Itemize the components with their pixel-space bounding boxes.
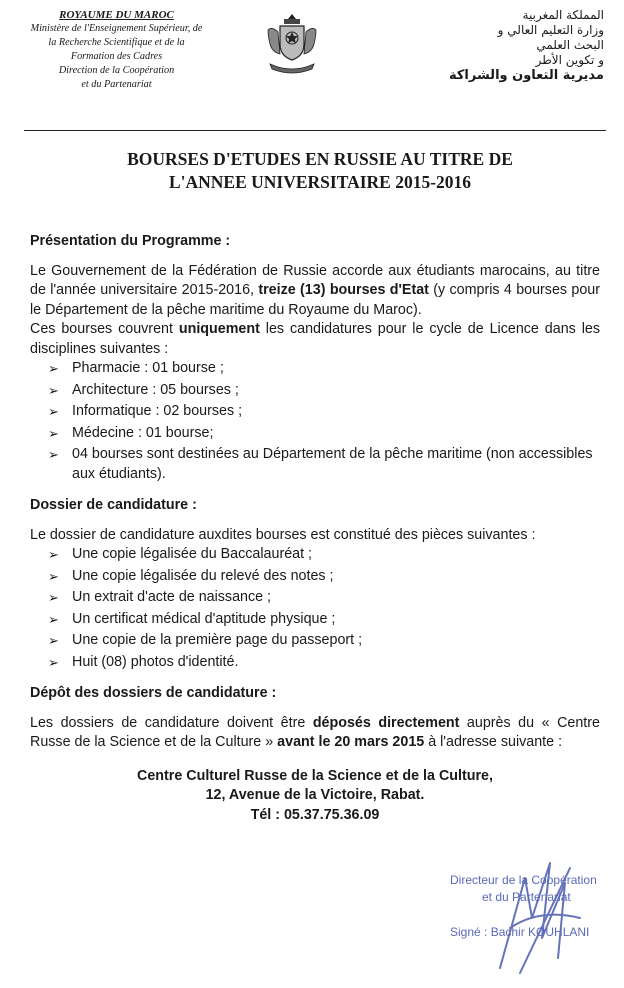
royal-coat-of-arms-icon xyxy=(262,12,322,74)
bold-text-run: déposés directement xyxy=(312,714,460,731)
text-run: Les dossiers de candidature doivent être xyxy=(30,714,313,731)
arrow-bullet-icon: ➢ xyxy=(48,633,59,648)
text-run: auprès du « Centre Russe de la Science et de la Culture » xyxy=(30,714,600,750)
text-run: à l'adresse suivante : xyxy=(424,734,563,750)
list-item-text: Une copie de la première page du passeport ; xyxy=(72,632,363,648)
signatory-title-2: et du Partenariat xyxy=(482,890,571,904)
list-item xyxy=(48,359,600,379)
signature-block xyxy=(440,872,610,941)
depot-paragraph xyxy=(30,714,600,753)
header-left-block xyxy=(24,8,209,92)
section-heading-depot: Dépôt des dossiers de candidature : xyxy=(30,685,277,701)
list-item xyxy=(48,610,600,630)
list-item-text: Médecine : 01 bourse; xyxy=(72,424,214,441)
text-run: les candidatures pour le cycle de Licence dans les disciplines suivantes : xyxy=(30,321,600,357)
list-item-text: Un certificat médical d'aptitude physique ; xyxy=(72,610,336,627)
text-run: Ces bourses couvrent xyxy=(30,321,179,337)
direction-line-2: et du Partenariat xyxy=(81,79,152,90)
list-item xyxy=(48,381,600,401)
programme-paragraph-2 xyxy=(30,320,600,359)
ministry-line-ar-3: و تكوين الأطر xyxy=(535,53,604,67)
arrow-bullet-icon: ➢ xyxy=(48,547,59,562)
arrow-bullet-icon: ➢ xyxy=(48,568,59,584)
address-line-1: Centre Culturel Russe de la Science et de la Culture, xyxy=(137,767,493,784)
list-item xyxy=(48,445,600,484)
header-divider xyxy=(24,130,606,131)
signatory-name: Signé : Bachir KOUHLANI xyxy=(450,925,590,939)
list-item-text: Un extrait d'acte de naissance ; xyxy=(72,589,272,605)
bold-text-run: treize (13) bourses d'Etat xyxy=(258,282,429,298)
ministry-line-2: la Recherche Scientifique et de la xyxy=(48,37,185,48)
list-item xyxy=(48,653,600,673)
list-item-text: Architecture : 05 bourses ; xyxy=(72,381,239,398)
list-item-text: 04 bourses sont destinées au Département de la pêche maritime (non accessibles aux étudiants). xyxy=(72,446,593,482)
list-item xyxy=(48,631,600,651)
list-item-text: Huit (08) photos d'identité. xyxy=(72,653,239,670)
list-item xyxy=(48,545,600,565)
section-heading-programme: Présentation du Programme : xyxy=(30,233,231,249)
address-phone: Tél : 05.37.75.36.09 xyxy=(250,806,380,823)
address-line-2: 12, Avenue de la Victoire, Rabat. xyxy=(205,787,425,803)
title-line-1: BOURSES D'ETUDES EN RUSSIE AU TITRE DE xyxy=(127,149,513,169)
ministry-line-3: Formation des Cadres xyxy=(70,51,163,62)
document-body xyxy=(30,232,600,825)
list-item-text: Pharmacie : 01 bourse ; xyxy=(72,360,224,376)
programme-paragraph-1 xyxy=(30,262,600,321)
disciplines-list xyxy=(30,359,600,484)
documents-list xyxy=(30,545,600,672)
section-heading-dossier: Dossier de candidature : xyxy=(30,497,197,513)
list-item xyxy=(48,424,600,444)
direction-line-ar: مديرية التعاون والشراكة xyxy=(448,68,604,83)
list-item xyxy=(48,567,600,587)
list-item xyxy=(48,402,600,422)
arrow-bullet-icon: ➢ xyxy=(48,361,59,376)
bold-text-run: uniquement xyxy=(178,321,260,337)
text-run: Le Gouvernement de la Fédération de Russie accorde aux étudiants marocains, au titre de l'année universitaire 2015-2016, xyxy=(30,262,600,298)
kingdom-name-ar: المملكة المغربية xyxy=(522,8,604,22)
ministry-line-ar-2: البحث العلمي xyxy=(536,38,604,52)
header-right-block xyxy=(404,8,604,83)
arrow-bullet-icon: ➢ xyxy=(48,611,59,627)
arrow-bullet-icon: ➢ xyxy=(48,425,59,441)
arrow-bullet-icon: ➢ xyxy=(48,654,59,670)
direction-line-1: Direction de la Coopération xyxy=(58,65,175,76)
kingdom-name-fr: ROYAUME DU MAROC xyxy=(59,9,174,21)
list-item-text: Une copie légalisée du relevé des notes ; xyxy=(72,567,334,584)
signatory-title-1: Directeur de la Coopération xyxy=(450,873,597,887)
arrow-bullet-icon: ➢ xyxy=(48,590,59,605)
arrow-bullet-icon: ➢ xyxy=(48,447,59,462)
arrow-bullet-icon: ➢ xyxy=(48,382,59,398)
bold-text-run: avant le 20 mars 2015 xyxy=(277,734,425,750)
ministry-line-ar-1: وزارة التعليم العالي و xyxy=(497,23,604,37)
list-item xyxy=(48,588,600,608)
arrow-bullet-icon: ➢ xyxy=(48,404,59,419)
title-line-2: L'ANNEE UNIVERSITAIRE 2015-2016 xyxy=(168,172,472,192)
text-run: (y compris 4 bourses pour le Département de la pêche maritime du Royaume du Maroc). xyxy=(30,282,601,318)
list-item-text: Une copie légalisée du Baccalauréat ; xyxy=(72,546,313,562)
list-item-text: Informatique : 02 bourses ; xyxy=(72,403,243,419)
ministry-line-1: Ministère de l'Enseignement Supérieur, de xyxy=(30,23,203,34)
dossier-intro: Le dossier de candidature auxdites bourses est constitué des pièces suivantes : xyxy=(30,526,536,543)
page-title xyxy=(40,148,600,194)
